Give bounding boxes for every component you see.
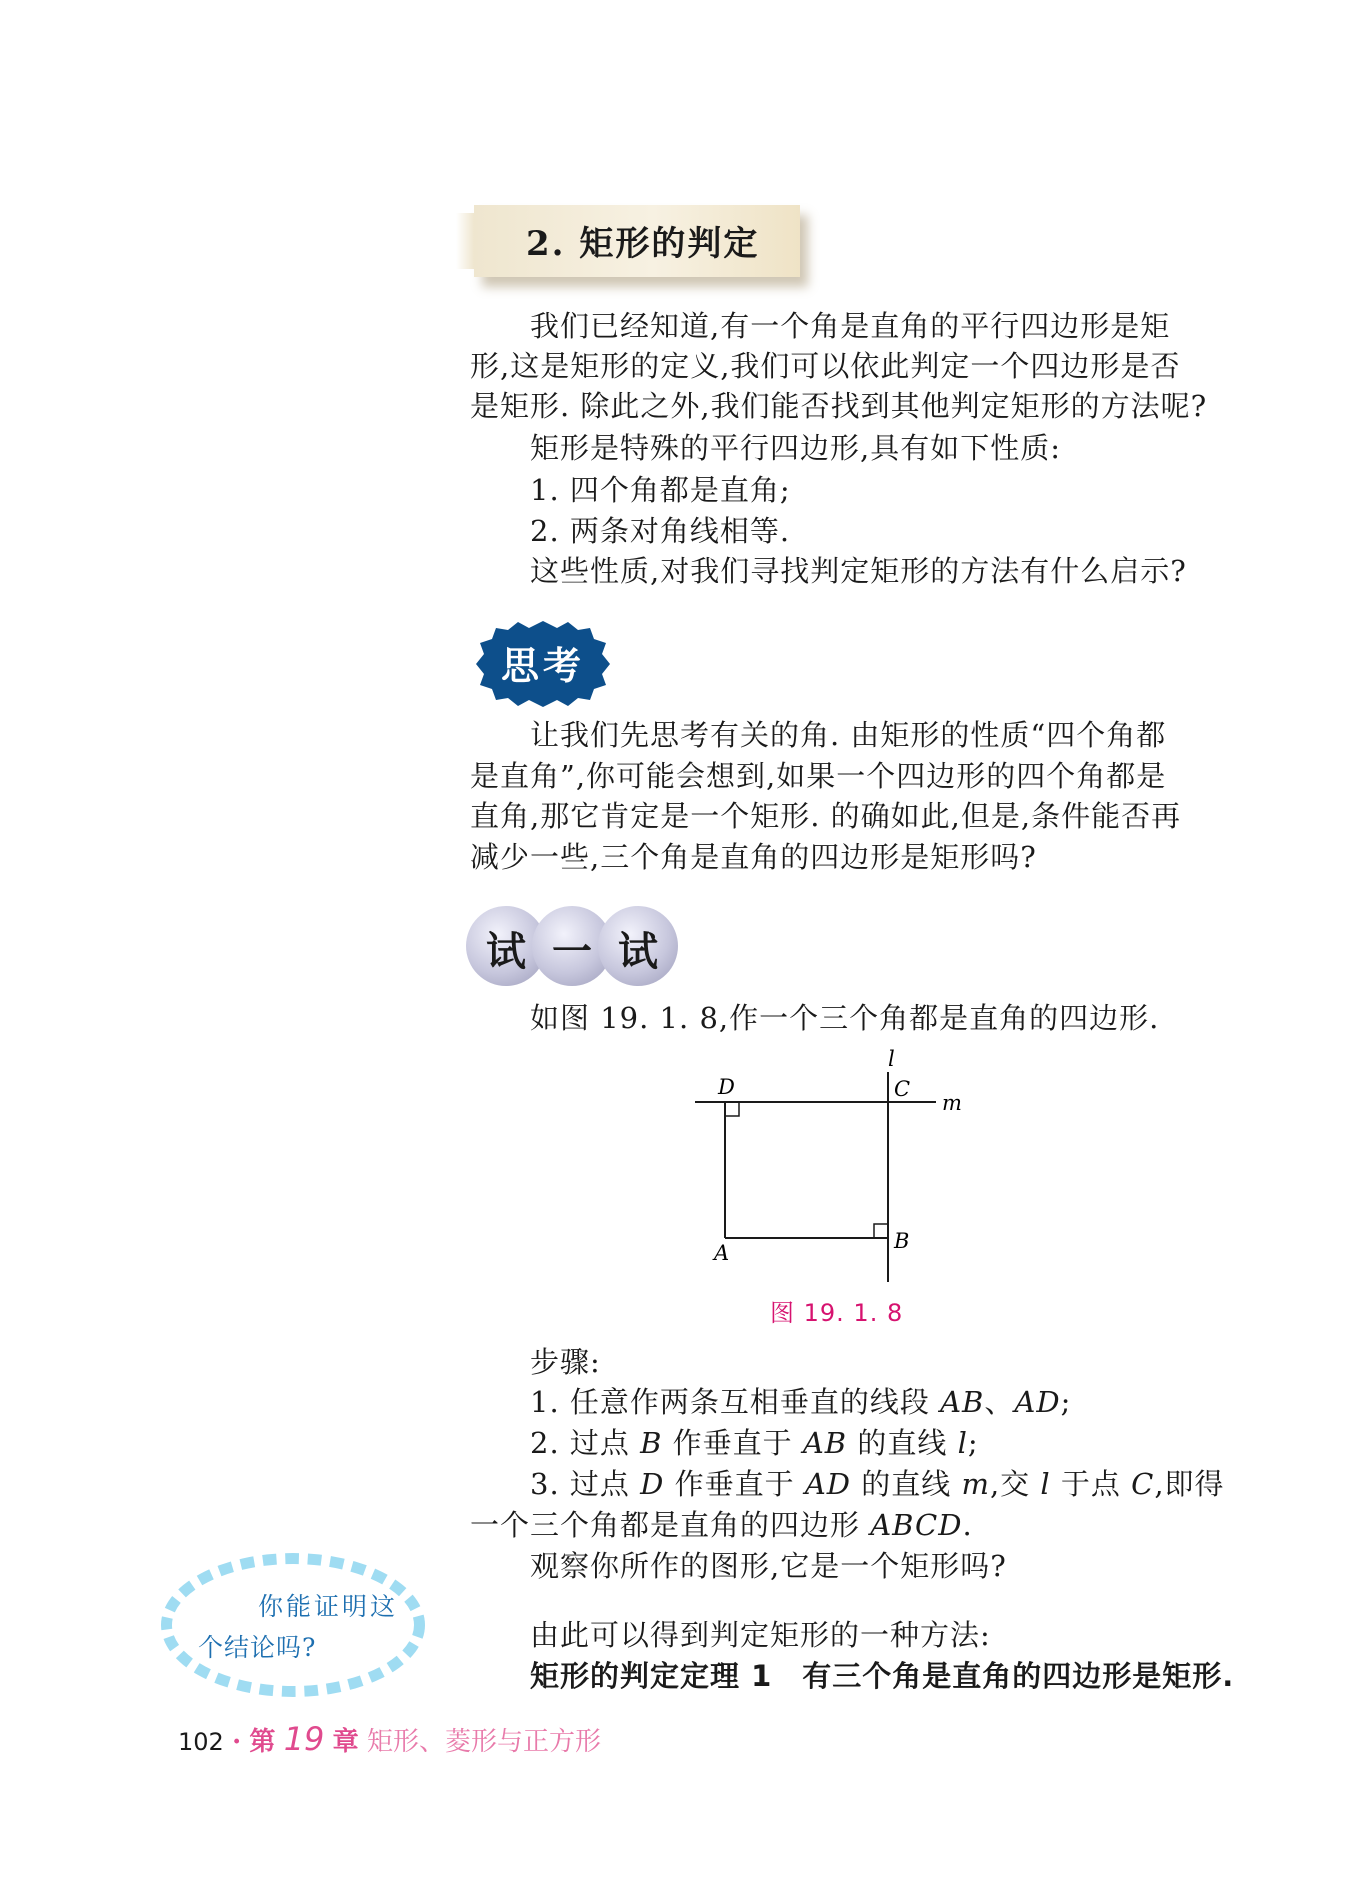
note-bubble-icon — [158, 1550, 428, 1700]
intro-line-1: 我们已经知道,有一个角是直角的平行四边形是矩 — [530, 309, 1171, 343]
theorem-statement: 矩形的判定定理 1 有三个角是直角的四边形是矩形. — [530, 1659, 1235, 1693]
observe-question: 观察你所作的图形,它是一个矩形吗? — [530, 1549, 1007, 1583]
chapter-number: 19 — [283, 1720, 325, 1758]
chapter-title: 矩形、菱形与正方形 — [366, 1727, 601, 1757]
label-d: D — [718, 1075, 735, 1099]
right-angle-b — [874, 1224, 888, 1238]
section-heading: 2. 矩形的判定 — [526, 224, 760, 264]
step-3: 3. 过点 D 作垂直于 AD 的直线 m,交 l 于点 C,即得 — [530, 1467, 1225, 1501]
intro-question: 这些性质,对我们寻找判定矩形的方法有什么启示? — [530, 554, 1187, 588]
label-m: m — [942, 1091, 962, 1115]
note-line-1: 你能证明这 — [258, 1592, 399, 1621]
try-char-2: 一 — [552, 929, 592, 975]
think-line-1: 让我们先思考有关的角. 由矩形的性质“四个角都 — [530, 718, 1167, 752]
intro-line-2: 形,这是矩形的定义,我们可以依此判定一个四边形是否 — [470, 349, 1181, 383]
property-1: 1. 四个角都是直角; — [530, 473, 791, 507]
label-a: A — [714, 1241, 730, 1265]
label-l: l — [888, 1047, 895, 1071]
footer-separator: · — [232, 1727, 242, 1757]
conclusion-lead: 由此可以得到判定矩形的一种方法: — [530, 1618, 991, 1652]
intro-line-3: 是矩形. 除此之外,我们能否找到其他判定矩形的方法呢? — [470, 389, 1208, 423]
try-char-1: 试 — [486, 929, 526, 975]
note-line-2: 个结论吗? — [198, 1633, 317, 1662]
think-line-3: 直角,那它肯定是一个矩形. 的确如此,但是,条件能否再 — [470, 799, 1182, 833]
steps-title: 步骤: — [530, 1345, 601, 1379]
step-3-continued: 一个三个角都是直角的四边形 ABCD. — [470, 1508, 973, 1542]
figure-19-1-8 — [690, 1040, 990, 1290]
think-label: 思考 — [500, 644, 585, 688]
property-2: 2. 两条对角线相等. — [530, 514, 791, 548]
right-angle-d — [725, 1102, 739, 1116]
figure-caption: 图 19. 1. 8 — [770, 1299, 904, 1327]
think-line-4: 减少一些,三个角是直角的四边形是矩形吗? — [470, 840, 1037, 874]
try-char-3: 试 — [618, 929, 658, 975]
try-instruction: 如图 19. 1. 8,作一个三个角都是直角的四边形. — [530, 1001, 1160, 1035]
label-b: B — [894, 1229, 910, 1253]
page-footer — [178, 1720, 601, 1758]
chapter-suffix: 章 — [332, 1727, 359, 1757]
think-line-2: 是直角”,你可能会想到,如果一个四边形的四个角都是 — [470, 759, 1167, 793]
chapter-prefix: 第 — [249, 1727, 276, 1757]
label-c: C — [894, 1077, 911, 1101]
step-2: 2. 过点 B 作垂直于 AB 的直线 l; — [530, 1426, 979, 1460]
page-number: 102 — [178, 1728, 224, 1756]
intro-line-4: 矩形是特殊的平行四边形,具有如下性质: — [530, 431, 1061, 465]
step-1: 1. 任意作两条互相垂直的线段 AB、AD; — [530, 1385, 1072, 1419]
